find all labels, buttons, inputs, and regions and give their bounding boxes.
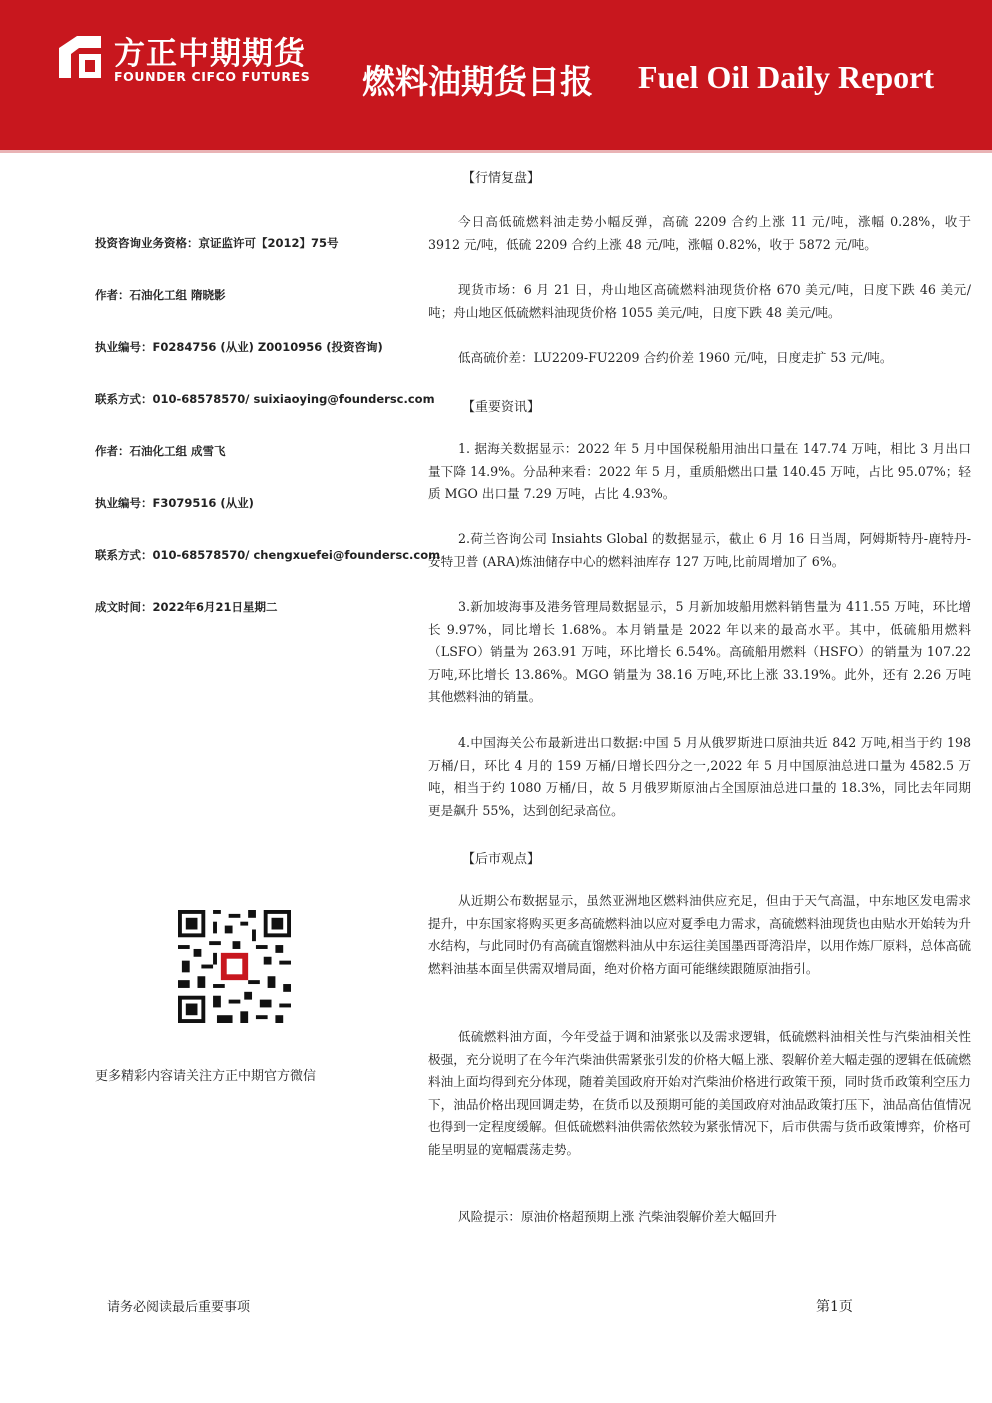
founder-logo-icon xyxy=(55,32,105,82)
author-1: 作者：石油化工组 隋晓影 xyxy=(95,288,226,302)
report-header xyxy=(0,0,992,150)
paragraph-spot-market: 现货市场：6 月 21 日，舟山地区高硫燃料油现货价格 670 美元/吨，日度下跌 46 美元/吨；舟山地区低硫燃料油现货价格 1055 美元/吨，日度下跌 48 美元/吨。 xyxy=(428,282,971,320)
report-title-en: Fuel Oil Daily Report xyxy=(638,59,934,95)
news-item-2: 2.荷兰咨询公司 Insiahts Global 的数据显示，截止 6 月 16 日当周，阿姆斯特丹-鹿特丹-安特卫普 (ARA)炼油储存中心的燃料油库存 127 万吨,比前周增加了 6%。 xyxy=(428,531,971,569)
header-divider xyxy=(0,150,992,153)
author-2: 作者：石油化工组 成雪飞 xyxy=(95,444,226,458)
paragraph-market-review: 今日高低硫燃料油走势小幅反弹，高硫 2209 合约上涨 11 元/吨，涨幅 0.28%，收于 3912 元/吨，低硫 2209 合约上涨 48 元/吨，涨幅 0.82%，收于 5872 元/吨。 xyxy=(428,214,971,252)
page-number: 第1页 xyxy=(816,1299,853,1315)
report-date: 成文时间：2022年6月21日星期二 xyxy=(95,600,278,614)
company-name-cn: 方正中期期货 xyxy=(114,36,306,72)
section-title-market-review: 【行情复盘】 xyxy=(462,171,541,186)
author-1-contact: 联系方式：010-68578570/ suixiaoying@foundersc.com xyxy=(95,392,435,406)
author-1-id: 执业编号：F0284756 (从业) Z0010956 (投资咨询) xyxy=(95,340,383,354)
paragraph-spread: 低高硫价差：LU2209-FU2209 合约价差 1960 元/吨，日度走扩 53 元/吨。 xyxy=(458,350,893,365)
report-title-cn: 燃料油期货日报 xyxy=(362,62,593,101)
wechat-qr-code-icon xyxy=(178,910,291,1023)
news-item-1: 1. 据海关数据显示：2022 年 5 月中国保税船用油出口量在 147.74 万吨，相比 3 月出口量下降 14.9%。分品种来看：2022 年 5 月，重质船燃出口量 140.45 万吨，占比 95.07%；轻质 MGO 出口量 7.29 万吨，占比 4.93%。 xyxy=(428,441,971,501)
news-item-3: 3.新加坡海事及港务管理局数据显示，5 月新加坡船用燃料销售量为 411.55 万吨，环比增长 9.97%，同比增长 1.68%。本月销量是 2022 年以来的最高水平。其中，低硫船用燃料（LSFO）销量为 263.91 万吨，环比增长 6.54%。高硫船用燃料（HSFO）的销量为 107.22 万吨,环比增长 13.86%。MGO 销量为 38.16 万吨,环比上涨 33.19%。此外，还有 2.26 万吨其他燃料油的销量。 xyxy=(428,599,971,704)
outlook-paragraph-2: 低硫燃料油方面，今年受益于调和油紧张以及需求逻辑，低硫燃料油相关性与汽柴油相关性极强，充分说明了在今年汽柴油供需紧张引发的价格大幅上涨、裂解价差大幅走强的逻辑在低硫燃料油上面均得到充分体现，随着美国政府开始对汽柴油价格进行政策干预，同时货币政策利空压力下，油品价格出现回调走势，在货币以及预期可能的美国政府对油品政策打压下，油品高估值情况也得到一定程度缓解。但低硫燃料油供需依然较为紧张情况下，后市供需与货币政策博弈，价格可能呈明显的宽幅震荡走势。 xyxy=(428,1029,971,1157)
author-2-contact: 联系方式：010-68578570/ chengxuefei@foundersc.com xyxy=(95,548,441,562)
footer-notice: 请务必阅读最后重要事项 xyxy=(107,1300,251,1315)
author-2-id: 执业编号：F3079516 (从业) xyxy=(95,496,254,510)
qr-caption: 更多精彩内容请关注方正中期官方微信 xyxy=(95,1069,317,1084)
section-title-outlook: 【后市观点】 xyxy=(462,852,541,867)
section-title-news: 【重要资讯】 xyxy=(462,400,541,415)
risk-warning: 风险提示：原油价格超预期上涨 汽柴油裂解价差大幅回升 xyxy=(458,1209,777,1224)
license-info: 投资咨询业务资格：京证监许可【2012】75号 xyxy=(95,236,339,250)
company-name-en: FOUNDER CIFCO FUTURES xyxy=(114,69,311,84)
news-item-4: 4.中国海关公布最新进出口数据:中国 5 月从俄罗斯进口原油共近 842 万吨,相当于约 198 万桶/日，环比 4 月的 159 万桶/日增长四分之一,2022 年 5 月中国原油总进口量为 4582.5 万吨，相当于约 1080 万桶/日，故 5 月俄罗斯原油占全国原油总进口量的 18.3%，同比去年同期更是飙升 55%，达到创纪录高位。 xyxy=(428,735,971,818)
outlook-paragraph-1: 从近期公布数据显示，虽然亚洲地区燃料油供应充足，但由于天气高温，中东地区发电需求提升，中东国家将购买更多高硫燃料油以应对夏季电力需求，高硫燃料油现货也由贴水开始转为升水结构，与此同时仍有高硫直馏燃料油从中东运往美国墨西哥湾沿岸，以用作炼厂原料，总体高硫燃料油基本面呈供需双增局面，绝对价格方面可能继续跟随原油指引。 xyxy=(428,893,971,976)
